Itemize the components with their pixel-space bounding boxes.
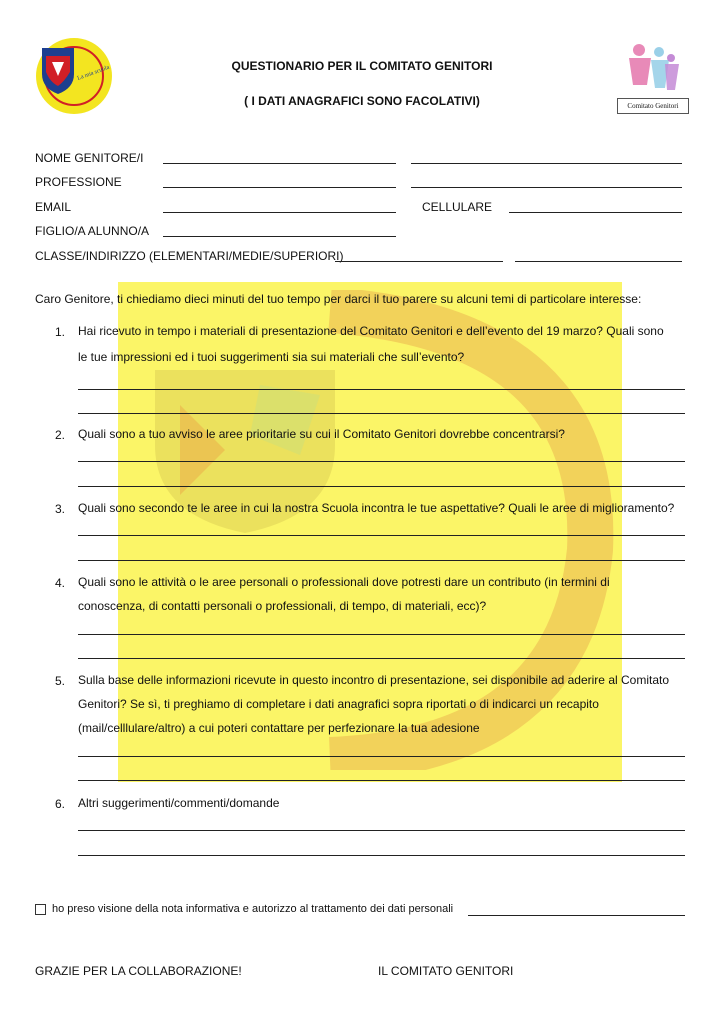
label-classe: CLASSE/INDIRIZZO (ELEMENTARI/MEDIE/SUPERIORI) [35,249,344,263]
answer-6-line-1[interactable] [78,830,685,831]
consent-text: ho preso visione della nota informativa e autorizzo al trattamento dei dati personali [52,903,454,915]
classe-input-line-1[interactable] [335,261,503,262]
question-6-number: 6. [55,797,66,811]
question-2-number: 2. [55,428,66,442]
email-input-line[interactable] [163,212,396,213]
nome-input-line-1[interactable] [163,163,396,164]
document-title: QUESTIONARIO PER IL COMITATO GENITORI [231,59,493,73]
question-3-number: 3. [55,502,66,516]
answer-4-line-2[interactable] [78,658,685,659]
question-4-number: 4. [55,576,66,590]
question-5-line-1: Sulla base delle informazioni ricevute in questo incontro di presentazione, sei disponibile ad aderire al Comitato [78,673,670,687]
answer-1-line-1[interactable] [78,389,685,390]
consent-checkbox[interactable] [35,904,46,915]
label-figlio: FIGLIO/A ALUNNO/A [35,224,150,238]
figlio-input-line[interactable] [163,236,396,237]
nome-input-line-2[interactable] [411,163,682,164]
footer-signature: IL COMITATO GENITORI [378,964,514,978]
classe-input-line-2[interactable] [515,261,682,262]
answer-5-line-1[interactable] [78,756,685,757]
svg-text:La mia scuola: La mia scuola [76,64,111,82]
answer-6-line-2[interactable] [78,855,685,856]
answer-1-line-2[interactable] [78,413,685,414]
question-4-line-1: Quali sono le attività o le aree personali o professionali dove potresti dare un contributo (in termini di [78,575,610,589]
question-2-line-1: Quali sono a tuo avviso le aree prioritarie su cui il Comitato Genitori dovrebbe concentrarsi? [78,427,565,441]
intro-text: Caro Genitore, ti chiediamo dieci minuti del tuo tempo per darci il tuo parere su alcuni temi di particolare interesse: [35,292,642,306]
answer-2-line-1[interactable] [78,461,685,462]
question-1-number: 1. [55,325,66,339]
cellulare-input-line[interactable] [509,212,682,213]
signature-line[interactable] [468,915,685,916]
question-5-line-2: Genitori? Se sì, ti preghiamo di completare i dati anagrafici sopra riportati o di indicarci un recapito [78,697,599,711]
question-3-line-1: Quali sono secondo te le aree in cui la nostra Scuola incontra le tue aspettative? Quali le aree di miglioramento? [78,501,675,515]
question-5-line-3: (mail/celllulare/altro) a cui poteri contattare per perfezionare la tua adesione [78,721,480,735]
footer-thanks: GRAZIE PER LA COLLABORAZIONE! [35,964,242,978]
label-email: EMAIL [35,200,72,214]
comitato-caption: Comitato Genitori [627,102,679,110]
answer-2-line-2[interactable] [78,486,685,487]
professione-input-line-2[interactable] [411,187,682,188]
professione-input-line-1[interactable] [163,187,396,188]
document-subtitle: ( I DATI ANAGRAFICI SONO FACOLATIVI) [244,94,480,108]
answer-3-line-2[interactable] [78,560,685,561]
label-professione: PROFESSIONE [35,175,122,189]
answer-5-line-2[interactable] [78,780,685,781]
label-cellulare: CELLULARE [422,200,493,214]
answer-4-line-1[interactable] [78,634,685,635]
question-1-line-1: Hai ricevuto in tempo i materiali di presentazione del Comitato Genitori e dell’evento del 19 marzo? Quali sono [78,324,664,338]
question-5-number: 5. [55,674,66,688]
label-nome: NOME GENITORE/I [35,151,144,165]
question-1-line-2: le tue impressioni ed i tuoi suggerimenti sia sui materiali che sull’evento? [78,350,465,364]
answer-3-line-1[interactable] [78,535,685,536]
question-6-line-1: Altri suggerimenti/commenti/domande [78,796,280,810]
question-4-line-2: conoscenza, di contatti personali o professionali, di tempo, di materiali, ecc)? [78,599,487,613]
